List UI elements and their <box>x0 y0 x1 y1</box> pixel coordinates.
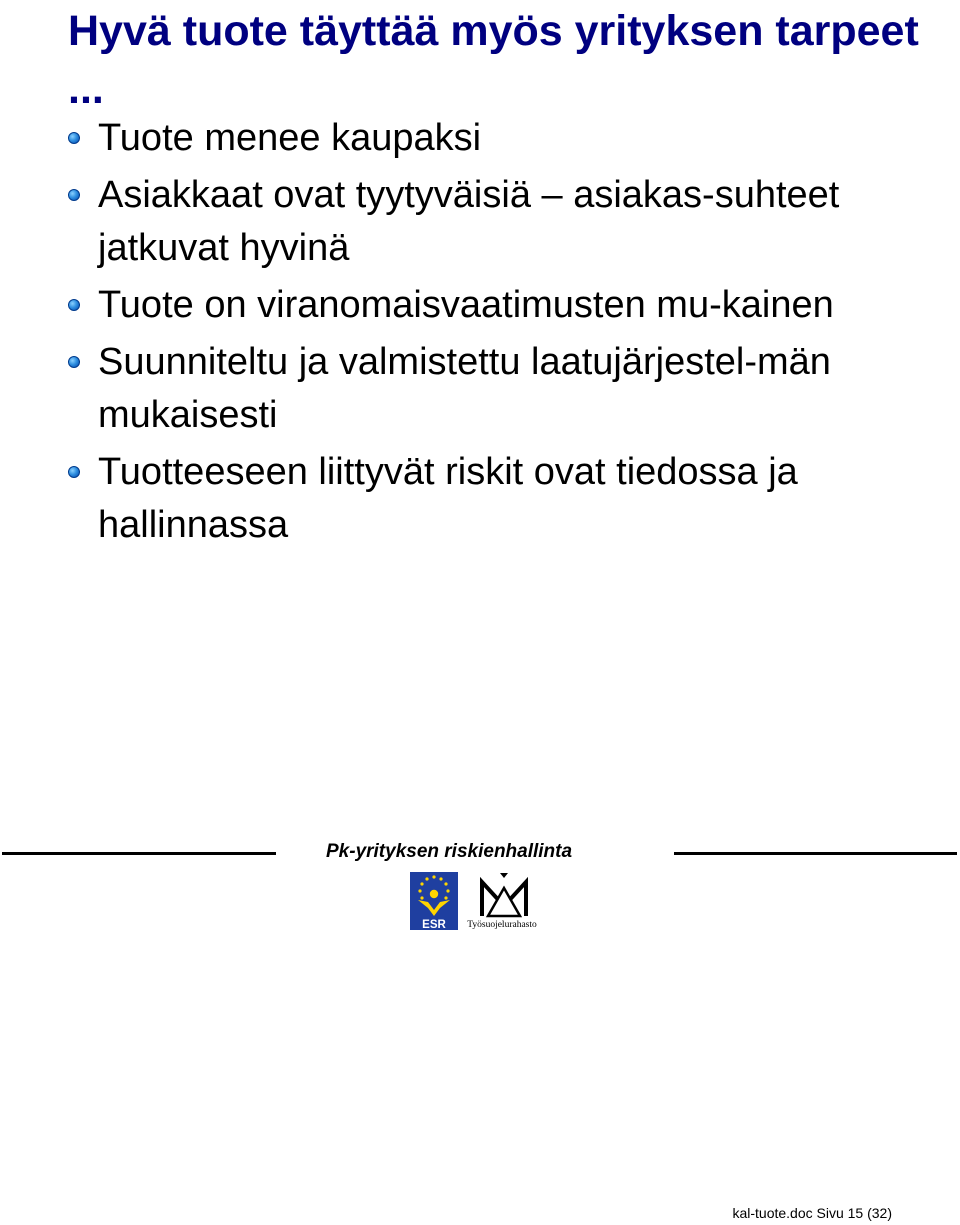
esr-logo-icon <box>410 872 458 930</box>
bullet-text: Tuote menee kaupaksi <box>98 117 482 159</box>
bullet-dot-icon <box>68 132 80 144</box>
tsr-logo-icon <box>460 870 544 920</box>
footer-rule-right <box>674 852 957 855</box>
slide-title: Hyvä tuote täyttää myös yrityksen tarpeet ... <box>68 7 919 113</box>
footer-rule-left <box>2 852 276 855</box>
bullet-dot-icon <box>68 356 80 368</box>
footer-heading: Pk-yrityksen riskienhallinta <box>326 841 573 862</box>
bullet-item <box>68 279 948 332</box>
footer-bar <box>0 838 960 868</box>
footer-logos <box>408 870 548 934</box>
page-info: kal-tuote.doc Sivu 15 (32) <box>732 1205 892 1221</box>
bullet-item <box>68 112 948 165</box>
bullet-dot-icon <box>68 299 80 311</box>
bullet-text: Tuote on viranomaisvaatimusten mu-kainen <box>98 284 834 326</box>
esr-logo-text: ESR <box>422 919 446 930</box>
bullet-item <box>68 169 948 275</box>
tsr-logo-text: Työsuojelurahasto <box>467 920 537 930</box>
tsr-logo <box>460 870 544 934</box>
bullet-item <box>68 336 948 442</box>
bullet-dot-icon <box>68 466 80 478</box>
bullet-dot-icon <box>68 189 80 201</box>
bullet-text: Suunniteltu ja valmistettu laatujärjestel-män mukaisesti <box>98 341 831 436</box>
bullet-item <box>68 446 948 552</box>
bullet-text: Asiakkaat ovat tyytyväisiä – asiakas-suhteet jatkuvat hyvinä <box>98 174 840 269</box>
bullet-list <box>68 112 948 556</box>
bullet-text: Tuotteeseen liittyvät riskit ovat tiedossa ja hallinnassa <box>98 451 798 546</box>
